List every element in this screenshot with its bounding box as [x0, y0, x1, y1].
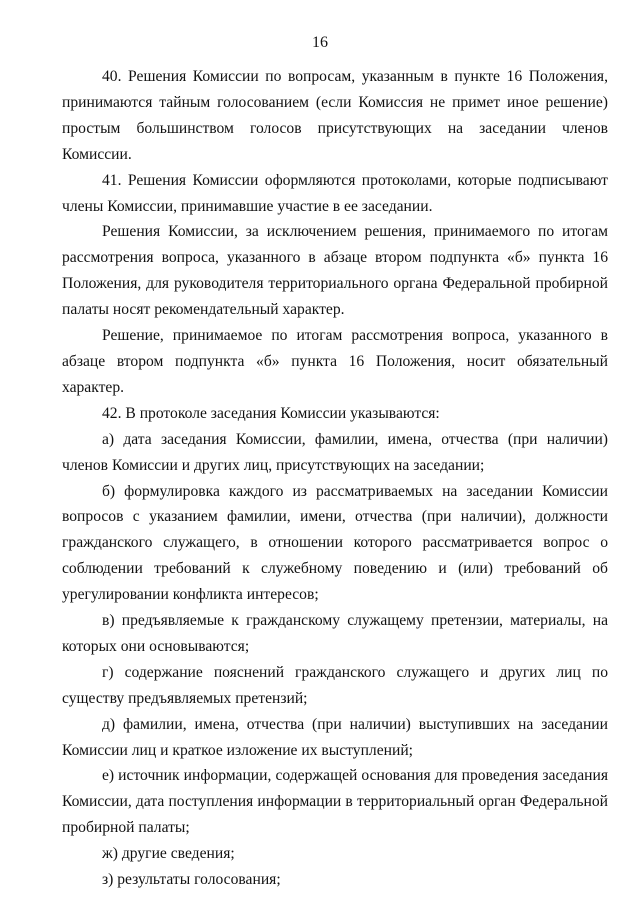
list-item-a: а) дата заседания Комиссии, фамилии, имена, отчества (при наличии) членов Комиссии и других лиц, присутствующих на заседании;	[62, 430, 608, 474]
page-number: 16	[312, 34, 328, 51]
document-body	[62, 64, 608, 893]
list-item-b: б) формулировка каждого из рассматриваемых на заседании Комиссии вопросов с указанием фамилии, имени, отчества (при наличии), должности гражданского служащего, в отношении которого рассматривается вопрос о соблюдении требований к служебному поведению и (или) требований об урегулировании конфликта интересов;	[62, 482, 608, 604]
list-item-e: е) источник информации, содержащей основания для проведения заседания Комиссии, дата поступления информации в территориальный орган Федеральной пробирной палаты;	[62, 767, 608, 837]
list-item-v: в) предъявляемые к гражданскому служащему претензии, материалы, на которых они основываются;	[62, 612, 608, 655]
paragraph-40: 40. Решения Комиссии по вопросам, указанным в пункте 16 Положения, принимаются тайным голосованием (если Комиссия не примет иное решение) простым большинством голосов присутствующих на заседании членов Комиссии.	[62, 68, 608, 163]
list-item-g: г) содержание пояснений гражданского служащего и других лиц по существу предъявляемых претензий;	[62, 663, 608, 707]
paragraph-42: 42. В протоколе заседания Комиссии указываются:	[102, 404, 440, 422]
list-item-d: д) фамилии, имена, отчества (при наличии) выступивших на заседании Комиссии лиц и краткое изложение их выступлений;	[62, 715, 608, 759]
paragraph-41-decisions: Решения Комиссии, за исключением решения, принимаемого по итогам рассмотрения вопроса, указанного в абзаце втором подпункта «б» пункта 16 Положения, для руководителя территориального органа Федеральной пробирной палаты носят рекомендательный характер.	[62, 223, 608, 319]
paragraph-41-mandatory: Решение, принимаемое по итогам рассмотрения вопроса, указанного в абзаце втором подпункта «б» пункта 16 Положения, носит обязательный характер.	[62, 327, 608, 396]
paragraph-41: 41. Решения Комиссии оформляются протоколами, которые подписывают члены Комиссии, принимавшие участие в ее заседании.	[62, 171, 608, 215]
list-item-zh: ж) другие сведения;	[102, 845, 235, 863]
list-item-z: з) результаты голосования;	[102, 871, 281, 889]
